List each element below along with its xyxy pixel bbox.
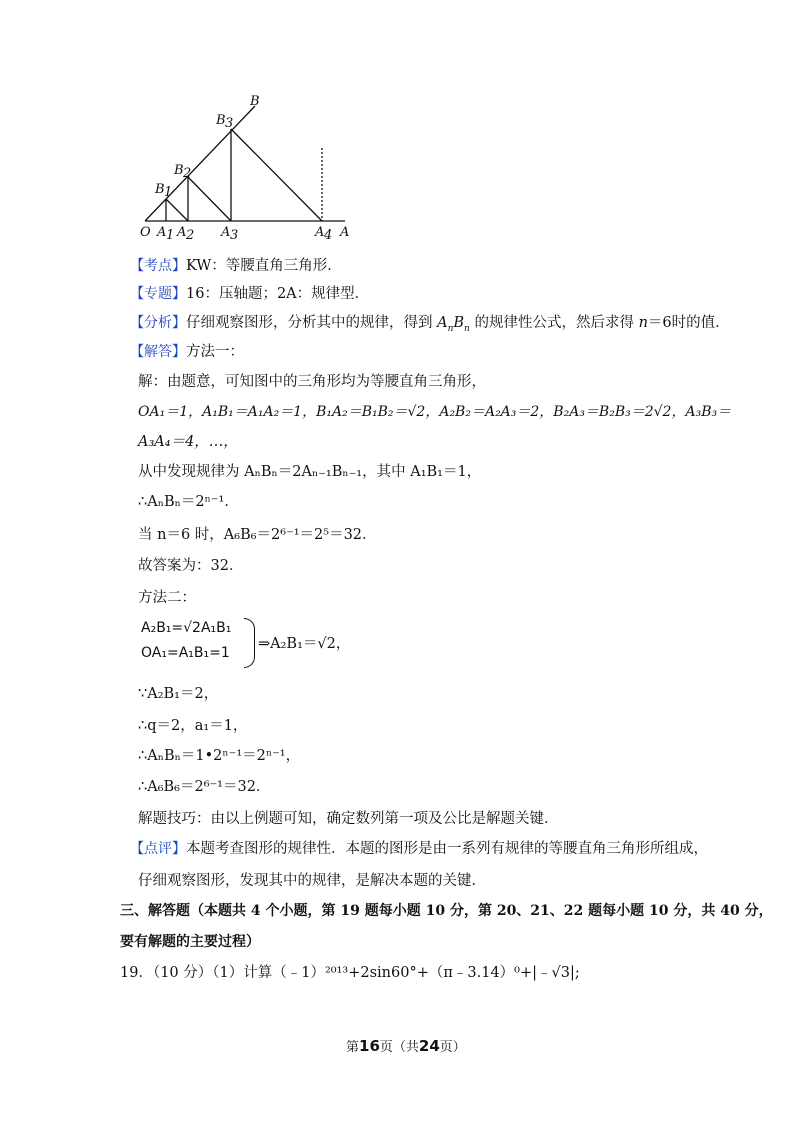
label-A3: A [221, 225, 231, 240]
page-number: 16 [359, 1037, 380, 1055]
solution-line-2: OA₁＝1，A₁B₁＝A₁A₂＝1，B₁A₂＝B₁B₂＝√2，A₂B₂＝A₂A₃＝2，B₂A₃＝B₂B₃＝2√2，A₃B₃＝ [138, 404, 732, 420]
solution-line-1: 解：由题意，可知图中的三角形均为等腰直角三角形， [138, 374, 486, 390]
seg-B2A3 [188, 177, 231, 221]
zhuanti-text: 16：压轴题；2A：规律型． [186, 286, 370, 302]
question-number: 19． [120, 965, 153, 981]
fenxi-tag: 【分析】 [130, 315, 186, 331]
dianping-line [130, 839, 708, 859]
label-O: O [140, 225, 151, 240]
system-brace [244, 618, 255, 668]
question-text: （10 分）（1）计算（﹣1）²⁰¹³+2sin60°+（π﹣3.14）⁰+|﹣√3|; [152, 965, 580, 981]
kaodian-line [130, 256, 342, 276]
svg-text:1: 1 [166, 228, 175, 243]
jieda-text: 方法一： [186, 344, 244, 360]
solution-line-11: ∴A₆B₆＝2⁶⁻¹＝32． [138, 779, 271, 795]
solution-tip: 解题技巧：由以上例题可知，确定数列第一项及公比是解题关键． [138, 811, 559, 827]
question-19 [120, 963, 580, 983]
system-eq-2: OA₁=A₁B₁=1 [141, 645, 230, 661]
jieda-line [130, 342, 244, 362]
label-B3: B [216, 113, 226, 128]
kaodian-tag: 【考点】 [130, 258, 186, 274]
dianping-text-1: 本题考查图形的规律性．本题的图形是由一系列有规律的等腰直角三角形所组成， [186, 841, 708, 857]
method2-label: 方法二： [138, 590, 196, 606]
part3-heading-1: 三、解答题（本题共 4 个小题，第 19 题每小题 10 分，第 20、21、22 题每小题 10 分，共 40 分， [120, 903, 773, 919]
label-A4: A [315, 225, 325, 240]
dianping-text-2: 仔细观察图形，发现其中的规律，是解决本题的关键． [138, 873, 486, 889]
label-A: A [340, 225, 350, 240]
label-B1: B [155, 182, 165, 197]
svg-text:4: 4 [324, 228, 333, 243]
part3-heading-2: 要有解题的主要过程） [120, 934, 260, 950]
triangle-figure [140, 93, 360, 243]
solution-line-8: ∵A₂B₁＝2， [138, 686, 219, 702]
solution-line-9: ∴q＝2，a₁＝1， [138, 718, 248, 734]
label-B2: B [174, 163, 184, 178]
solution-line-4: 从中发现规律为 AₙBₙ＝2Aₙ₋₁Bₙ₋₁，其中 A₁B₁＝1， [138, 464, 482, 480]
fenxi-line: 【分析】仔细观察图形，分析其中的规律，得到 $A_nB_n$ 的规律性公式，然后求得 n＝6时的值． [130, 315, 730, 334]
system-result: ⇒A₂B₁＝√2， [258, 636, 351, 652]
seg-B1A2 [166, 199, 188, 221]
system-eq-1: A₂B₁=√2A₁B₁ [141, 620, 232, 636]
solution-line-5: ∴AₙBₙ＝2ⁿ⁻¹． [138, 494, 239, 510]
svg-text:3: 3 [225, 116, 234, 131]
page-footer: 第16页（共24页） [346, 1037, 466, 1055]
dianping-tag: 【点评】 [130, 841, 186, 857]
solution-line-7: 故答案为：32． [138, 558, 244, 574]
label-A2: A [177, 225, 187, 240]
zhuanti-tag: 【专题】 [130, 286, 186, 302]
svg-text:2: 2 [183, 166, 192, 181]
svg-text:1: 1 [164, 185, 173, 200]
solution-line-3: A₃A₄＝4，…， [138, 434, 238, 450]
label-A1: A [157, 225, 167, 240]
ray-OB [145, 106, 255, 221]
jieda-tag: 【解答】 [130, 344, 186, 360]
seg-B3A4 [231, 129, 322, 221]
solution-line-6: 当 n＝6 时，A₆B₆＝2⁶⁻¹＝2⁵＝32． [138, 527, 377, 543]
svg-text:3: 3 [230, 228, 239, 243]
svg-text:2: 2 [186, 228, 195, 243]
label-B: B [250, 94, 260, 109]
solution-line-10: ∴AₙBₙ＝1•2ⁿ⁻¹＝2ⁿ⁻¹， [138, 748, 301, 764]
zhuanti-line [130, 284, 369, 304]
kaodian-text: KW：等腰直角三角形． [186, 258, 342, 274]
page-total: 24 [418, 1037, 440, 1055]
